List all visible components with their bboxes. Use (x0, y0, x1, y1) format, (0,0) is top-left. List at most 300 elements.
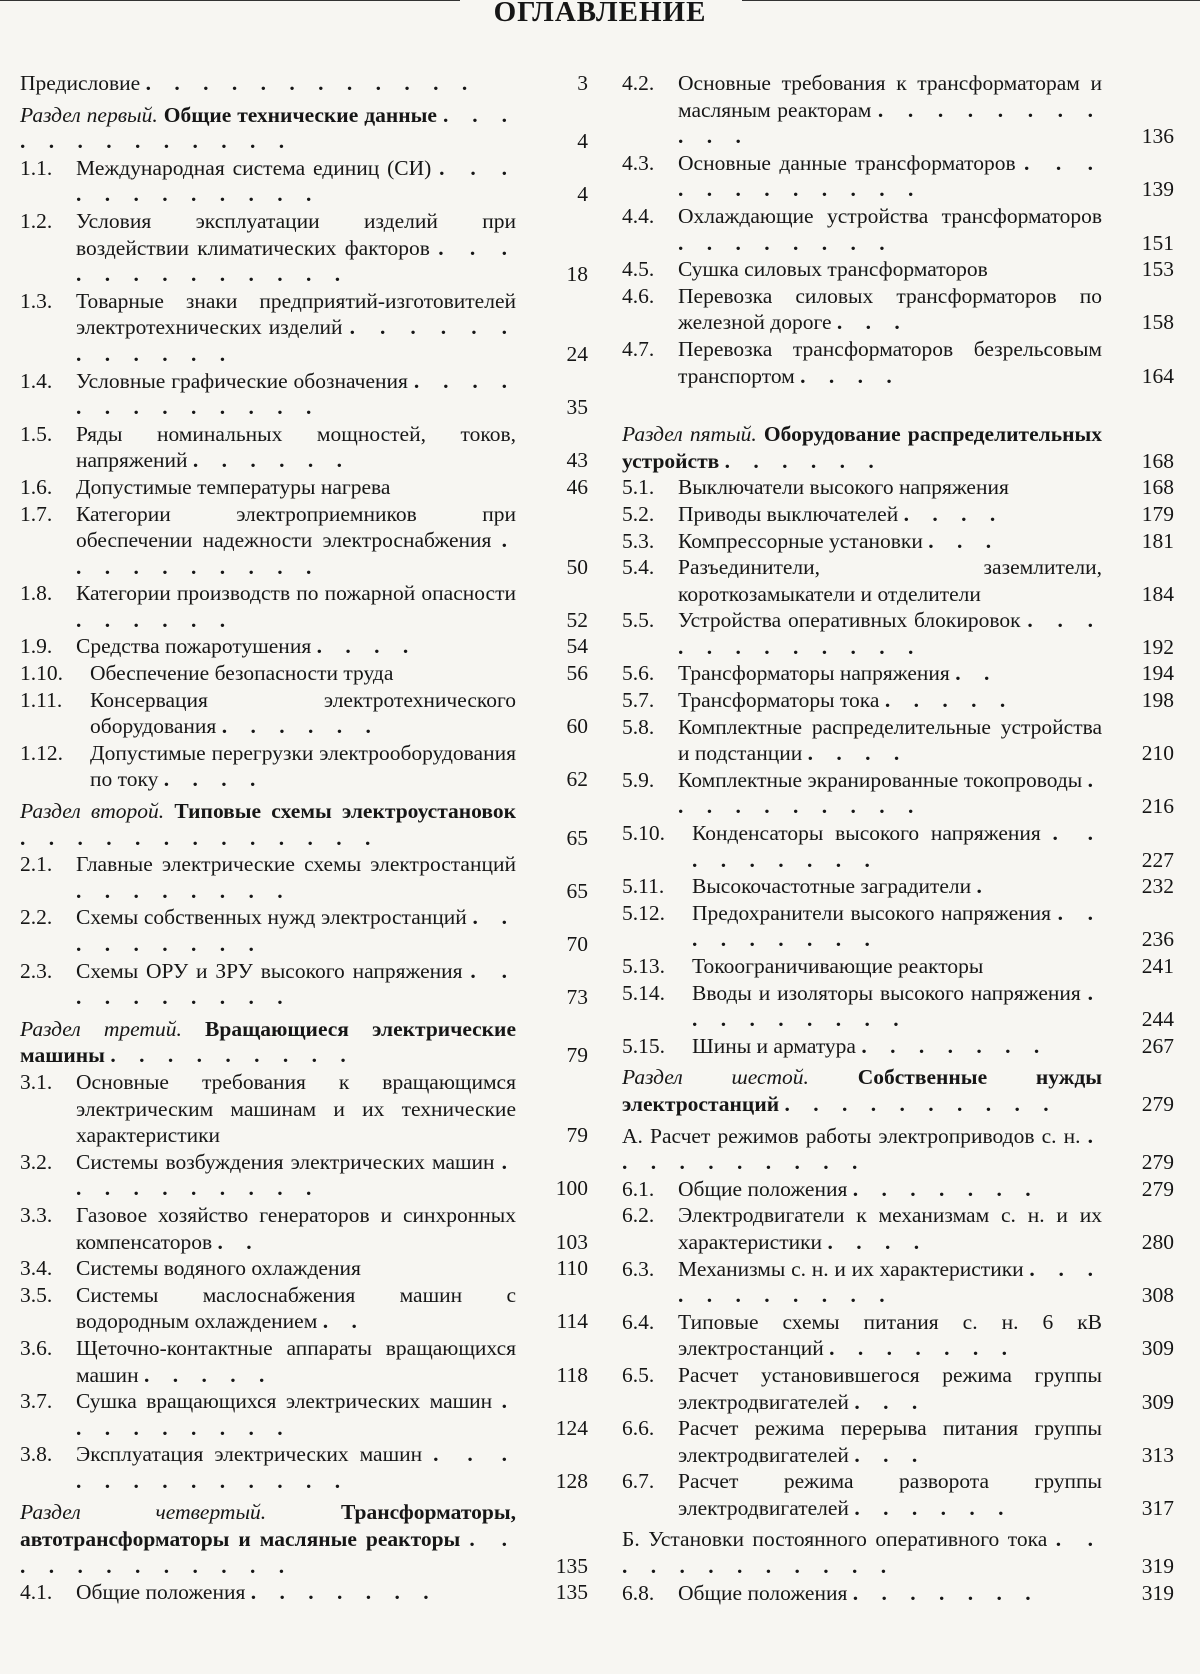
toc-entry-body (622, 554, 1180, 607)
section-title: Вращающиеся электрические машины (20, 1016, 516, 1068)
toc-entry-text (678, 607, 1102, 660)
dot-leader: . . . (854, 1442, 927, 1467)
toc-entry-number: 3.1. (20, 1069, 53, 1094)
toc-entry-body (20, 421, 594, 474)
dot-leader: . . . . (316, 634, 418, 659)
toc-page-number: 279 (1141, 1091, 1174, 1116)
toc-page-number: 4 (577, 182, 588, 207)
toc-entry-text (20, 102, 516, 155)
toc-entry-text (76, 155, 516, 208)
entry-title: Предохранители высокого напряжения (692, 900, 1052, 925)
toc-entry (20, 1388, 594, 1441)
toc-entry-text (76, 851, 516, 904)
toc-page-number: 136 (1141, 124, 1174, 149)
toc-entry-text (678, 528, 1102, 555)
toc-entry-body (20, 368, 594, 421)
toc-entry-body (20, 474, 594, 501)
toc-entry-body (20, 851, 594, 904)
toc-entry-number: 1.12. (20, 740, 63, 765)
page-header (0, 0, 1200, 40)
toc-page-number: 135 (555, 1580, 588, 1605)
toc-entry-number: 6.4. (622, 1309, 655, 1334)
entry-title: Токоограничивающие реакторы (692, 954, 984, 978)
toc-entry-number: 1.2. (20, 208, 53, 233)
entry-title: Условные графические обозначения (76, 368, 408, 393)
dot-leader: . . (217, 1229, 261, 1254)
toc-entry-text (90, 740, 516, 793)
toc-section-entry (20, 1499, 594, 1579)
dot-leader: . . . . . . (192, 448, 352, 473)
toc-entry-number: 1.6. (20, 474, 53, 499)
toc-entry-text (678, 150, 1102, 203)
toc-page-number: 60 (566, 714, 588, 739)
toc-entry-number: 2.3. (20, 958, 53, 983)
toc-entry-number: 5.3. (622, 528, 655, 553)
dot-leader: . . . (928, 528, 1001, 553)
toc-entry-number: 1.10. (20, 661, 63, 686)
dot-leader: . . . . . . . . . . . . . (76, 235, 517, 287)
toc-entry-number: 5.14. (622, 980, 665, 1005)
toc-entry-text (76, 633, 516, 660)
toc-entry-body (20, 208, 594, 288)
entry-title: Перевозка силовых трансформаторов по железной дороге (678, 283, 1102, 335)
toc-page-number: 179 (1141, 501, 1174, 526)
toc-entry (622, 336, 1180, 389)
toc-entry-text (678, 767, 1102, 820)
dot-leader: . . . . . . (221, 714, 380, 739)
toc-entry-text (678, 554, 1102, 607)
toc-entry (20, 633, 594, 660)
dot-leader: . . . . . . . . . (692, 900, 1102, 952)
toc-entry-text (76, 580, 516, 633)
toc-entry-body (20, 1202, 594, 1255)
toc-entry-text (622, 1064, 1102, 1117)
toc-entry-number: 5.2. (622, 501, 655, 526)
dot-leader: . . . . . . . . . . . . (678, 608, 1103, 659)
toc-entry-number: 5.10. (622, 821, 665, 846)
toc-entry-body (622, 660, 1180, 687)
entry-title: Газовое хозяйство генераторов и синхронных компенсаторов (76, 1202, 516, 1254)
toc-entry-number: 5.9. (622, 767, 655, 792)
toc-entry-body (20, 1149, 594, 1202)
toc-entry-body (20, 580, 594, 633)
entry-title: Общие положения (678, 1580, 848, 1605)
toc-entry (20, 155, 594, 208)
toc-entry (622, 1415, 1180, 1468)
toc-entry-body (622, 1064, 1180, 1117)
toc-entry-body (20, 1282, 594, 1335)
section-label: Раздел второй. (20, 799, 165, 824)
toc-section-entry (20, 102, 594, 155)
toc-page-number: 168 (1141, 475, 1174, 500)
toc-entry-number: 1.11. (20, 687, 63, 712)
dot-leader: . . . . . . . . . (692, 821, 1102, 872)
toc-entry-body (622, 687, 1180, 714)
toc-page-number: 319 (1141, 1554, 1174, 1579)
toc-page-number: 192 (1141, 634, 1174, 659)
toc-page-number: 118 (556, 1362, 588, 1387)
toc-entry-text (76, 1202, 516, 1255)
toc-page-number: 313 (1141, 1442, 1174, 1467)
toc-entry-number: 5.12. (622, 900, 665, 925)
toc-entry-number: 5.15. (622, 1033, 665, 1058)
entry-title: Категории электроприемников при обеспечении надежности электроснабжения (76, 501, 516, 553)
toc-entry-text (692, 980, 1102, 1033)
entry-title: Эксплуатация электрических машин (76, 1442, 423, 1467)
entry-title: Типовые схемы питания с. н. 6 кВ электростанций (678, 1309, 1102, 1361)
entry-title: Допустимые перегрузки электрооборудования по току (90, 740, 516, 792)
toc-entry-body (622, 767, 1180, 820)
toc-entry-body (622, 283, 1180, 336)
toc-page-number: 158 (1141, 310, 1174, 335)
toc-entry-number: 1.8. (20, 581, 53, 606)
entry-title: Системы возбуждения электрических машин (76, 1149, 495, 1174)
toc-entry-number: 4.5. (622, 257, 655, 282)
toc-page-number: 210 (1141, 741, 1174, 766)
toc-entry (622, 1468, 1180, 1521)
toc-entry (20, 1335, 594, 1388)
dot-leader: . . . . . . . . . . . . (145, 71, 477, 95)
dot-leader: . . . . . . . (829, 1336, 1016, 1361)
toc-entry-body (622, 421, 1180, 474)
toc-entry-body (622, 528, 1180, 555)
toc-entry (20, 1441, 594, 1494)
toc-entry (20, 208, 594, 288)
toc-entry-body (20, 70, 594, 97)
toc-page-number: 317 (1141, 1495, 1174, 1520)
toc-entry-number: 1.4. (20, 368, 53, 393)
toc-entry-number: 5.7. (622, 688, 655, 713)
toc-entry-number: 4.7. (622, 336, 655, 361)
dot-leader: . . . . . . (854, 1495, 1013, 1520)
toc-entry (20, 368, 594, 421)
toc-entry-number: 1.9. (20, 634, 53, 659)
toc-column-right (622, 70, 1180, 1606)
toc-entry (20, 740, 594, 793)
toc-page-number: 267 (1141, 1033, 1174, 1058)
toc-entry-number: 4.3. (622, 150, 655, 175)
dot-leader: . . . . . . . . . . (76, 1149, 517, 1201)
dot-leader: . . . . . . . . . . (678, 767, 1102, 819)
toc-entry (622, 687, 1180, 714)
toc-entry-body (20, 740, 594, 793)
toc-page-number: 236 (1141, 927, 1174, 952)
toc-entry-text (678, 501, 1102, 528)
toc-page-number: 319 (1141, 1580, 1174, 1605)
dot-leader: . . (955, 661, 999, 686)
toc-page-number: 65 (566, 878, 588, 903)
dot-leader: . . . . . . (724, 448, 883, 473)
toc-page-number: 103 (555, 1229, 588, 1254)
toc-entry-text (692, 1033, 1102, 1060)
dot-leader: . . . . . . . (852, 1176, 1040, 1201)
toc-page-number: 3 (577, 71, 588, 95)
section-label: Раздел четвертый. (20, 1500, 267, 1525)
toc-entry (20, 904, 594, 957)
toc-entry-text (76, 904, 516, 957)
toc-entry-text (678, 203, 1102, 256)
toc-entry-text (692, 900, 1102, 953)
toc-entry-number: 4.2. (622, 71, 655, 95)
toc-entry-body (622, 474, 1180, 501)
toc-entry-body (20, 501, 594, 581)
toc-entry-body (20, 633, 594, 660)
toc-entry-body (622, 150, 1180, 203)
toc-page-number: 135 (555, 1553, 588, 1578)
toc-entry-text (76, 1388, 516, 1441)
toc-entry-text (678, 1256, 1102, 1309)
toc-page-number: 309 (1141, 1336, 1174, 1361)
toc-entry-body (622, 980, 1180, 1033)
toc-entry (20, 1069, 594, 1149)
toc-entry-body (622, 1123, 1180, 1176)
toc-entry-number: 6.7. (622, 1469, 655, 1494)
toc-page-number: 52 (566, 607, 588, 632)
entry-title: Схемы ОРУ и ЗРУ высокого напряжения (76, 958, 463, 983)
toc-entry (622, 1256, 1180, 1309)
toc-page-number: 35 (566, 395, 588, 420)
toc-entry-number: 1.3. (20, 288, 53, 313)
toc-entry-text (20, 798, 516, 851)
toc-page-number: 70 (566, 932, 588, 956)
toc-section-entry (20, 798, 594, 851)
toc-entry (622, 474, 1180, 501)
entry-title: Б. Установки постоянного оперативного тока (622, 1527, 1048, 1552)
toc-entry-text (678, 1176, 1102, 1203)
toc-entry-text (76, 1579, 516, 1606)
entry-title: Охлаждающие устройства трансформаторов (678, 203, 1102, 228)
toc-entry-body (20, 1441, 594, 1494)
toc-subsection-entry (622, 1526, 1180, 1579)
toc-entry-body (622, 501, 1180, 528)
entry-title: Главные электрические схемы электростанций (76, 852, 516, 877)
entry-title: Высокочастотные заградители (692, 874, 972, 899)
toc-page-number: 46 (566, 474, 588, 499)
section-label: Раздел шестой. (622, 1065, 809, 1090)
toc-entry-text (76, 958, 516, 1011)
toc-entry-number: 4.4. (622, 203, 655, 228)
toc-entry-body (622, 1256, 1180, 1309)
toc-page-number: 181 (1141, 528, 1174, 553)
toc-entry (622, 1176, 1180, 1203)
entry-title: Общие положения (678, 1176, 848, 1201)
toc-entry-text (622, 421, 1102, 474)
toc-page-number: 308 (1141, 1283, 1174, 1308)
toc-entry-number: 5.1. (622, 475, 655, 500)
toc-entry-text (76, 1255, 516, 1282)
toc-entry-text (678, 1309, 1102, 1362)
toc-page-number: 279 (1141, 1176, 1174, 1201)
dot-leader: . . . . . . . . . . . . (76, 315, 516, 366)
toc-entry-text (20, 70, 516, 97)
dot-leader: . . . . . (884, 688, 1015, 713)
toc-entry (622, 607, 1180, 660)
toc-page-number: 232 (1141, 874, 1174, 899)
entry-title: Консервация электротехнического оборудования (90, 687, 516, 739)
toc-entry-number: 5.5. (622, 608, 655, 633)
toc-page-number: 280 (1141, 1229, 1174, 1254)
toc-page-number: 227 (1141, 847, 1174, 872)
toc-entry-text (692, 953, 1102, 980)
dot-leader: . . . . . . . . . . . . (622, 1527, 1102, 1579)
toc-entry-body (622, 1580, 1180, 1607)
toc-entry-body (622, 1309, 1180, 1362)
toc-page-number: 139 (1141, 177, 1174, 202)
toc-entry-text (90, 660, 516, 687)
toc-entry-body (622, 256, 1180, 283)
entry-title: Комплектные экранированные токопроводы (678, 767, 1083, 792)
entry-title: Механизмы с. н. и их характеристики (678, 1256, 1024, 1281)
dot-leader: . . . . (163, 767, 265, 792)
toc-section-entry (622, 1064, 1180, 1117)
section-label: Раздел третий. (20, 1016, 182, 1041)
toc-entry-number: 6.5. (622, 1362, 655, 1387)
dot-leader: . . . . . . . . . . . (678, 97, 1103, 149)
dot-leader: . . . (854, 1389, 927, 1414)
entry-title: Конденсаторы высокого напряжения (692, 821, 1041, 846)
entry-title: А. Расчет режимов работы электроприводов с. н. (622, 1123, 1081, 1148)
entry-title: Сушка вращающихся электрических машин (76, 1389, 493, 1414)
toc-page-number: 194 (1141, 661, 1174, 686)
toc-entry (20, 474, 594, 501)
toc-entry-body (622, 1176, 1180, 1203)
dot-leader: . . . . . . . . . . . . . (76, 1442, 517, 1493)
toc-page-number: 198 (1141, 688, 1174, 713)
dot-leader: . . . . . . . . . . (622, 1123, 1103, 1175)
toc-entry-text (678, 256, 1102, 283)
toc-entry (20, 1579, 594, 1606)
dot-leader: . . . . . . . . . . . (678, 1256, 1103, 1308)
entry-title: Системы маслоснабжения машин с водородным охлаждением (76, 1282, 516, 1334)
entry-title: Основные требования к вращающимся электрическим машинам и их технические характеристики (76, 1069, 516, 1148)
toc-entry-body (622, 1468, 1180, 1521)
toc-entry (622, 501, 1180, 528)
toc-entry (622, 767, 1180, 820)
toc-page-number: 79 (566, 1123, 588, 1148)
toc-entry (622, 660, 1180, 687)
toc-entry-text (76, 288, 516, 368)
toc-entry-text (678, 714, 1102, 767)
toc-entry (622, 1309, 1180, 1362)
toc-subsection-entry (622, 1123, 1180, 1176)
entry-title: Устройства оперативных блокировок (678, 608, 1021, 633)
toc-entry (622, 150, 1180, 203)
dot-leader: . . . . . . . . . . (76, 528, 516, 579)
toc-page-number: 79 (566, 1043, 588, 1068)
entry-title: Ряды номинальных мощностей, токов, напряжений (76, 421, 516, 473)
toc-page-number: 56 (566, 661, 588, 686)
toc-entry (622, 1202, 1180, 1255)
toc-entry-body (622, 336, 1180, 389)
toc-entry (622, 1362, 1180, 1415)
section-title: Общие технические данные (163, 102, 437, 127)
toc-entry-text (692, 873, 1102, 900)
toc-page-number: 153 (1141, 257, 1174, 282)
toc-entry-number: 2.1. (20, 852, 53, 877)
toc-entry-number: 5.8. (622, 714, 655, 739)
dot-leader: . . . . . . . . . . (784, 1091, 1058, 1116)
toc-entry (622, 1033, 1180, 1060)
dot-leader: . . . . . . . . (678, 230, 894, 255)
toc-entry-body (622, 1526, 1180, 1579)
toc-entry (622, 70, 1180, 150)
toc-entry-number: 3.3. (20, 1202, 53, 1227)
toc-entry (622, 1580, 1180, 1607)
toc-entry (622, 528, 1180, 555)
toc-entry-number: 5.4. (622, 555, 655, 580)
toc-entry-text (678, 687, 1102, 714)
section-title: Оборудование распределительных устройств (622, 422, 1102, 473)
toc-page-number: 151 (1141, 230, 1174, 255)
dot-leader: . . . . (800, 363, 901, 388)
dot-leader: . . . (836, 310, 909, 335)
section-title: Собственные нужды электростанций (622, 1065, 1103, 1116)
dot-leader: . . . . . . . . (76, 878, 292, 903)
toc-entry-number: 6.8. (622, 1580, 655, 1605)
toc-entry (20, 70, 594, 97)
toc-entry-number: 6.2. (622, 1203, 655, 1228)
toc-entry-body (20, 1335, 594, 1388)
toc-entry-text (76, 208, 516, 288)
toc-entry-number: 5.6. (622, 661, 655, 686)
entry-title: Разъединители, заземлители, короткозамыкатели и отделители (678, 555, 1102, 606)
entry-title: Категории производств по пожарной опасности (76, 581, 516, 606)
toc-page-number: 110 (556, 1256, 588, 1281)
section-title: Типовые схемы электроустановок (174, 799, 516, 824)
entry-title: Трансформаторы напряжения (678, 661, 950, 686)
toc-entry-number: 6.6. (622, 1416, 655, 1441)
toc-entry-body (622, 607, 1180, 660)
toc-entry-number: 6.3. (622, 1256, 655, 1281)
section-label: Раздел первый. (20, 102, 158, 127)
toc-entry-text (76, 1149, 516, 1202)
dot-leader: . . . . (807, 741, 909, 766)
dot-leader: . . . . . . . (861, 1033, 1049, 1058)
toc-entry-text (20, 1499, 516, 1579)
dot-leader: . . . . . . (76, 607, 235, 632)
toc-section-entry (622, 421, 1180, 474)
toc-entry-number: 1.7. (20, 501, 53, 526)
dot-leader: . . . . . . . . . (692, 980, 1102, 1032)
toc-entry (20, 851, 594, 904)
toc-entry-body (622, 203, 1180, 256)
toc-entry-body (622, 900, 1180, 953)
toc-entry-text (692, 820, 1102, 873)
dot-leader: . . . . . . . . . . . . (76, 155, 517, 207)
toc-entry-text (678, 1468, 1102, 1521)
dot-leader: . . . . . . . . . . . . . (76, 368, 516, 420)
page-title: ОГЛАВЛЕНИЕ (493, 0, 707, 28)
entry-title: Основные требования к трансформаторам и масляным реакторам (678, 71, 1102, 122)
toc-entry-number: 3.2. (20, 1149, 53, 1174)
toc-entry-number: 3.6. (20, 1335, 53, 1360)
toc-entry (20, 1149, 594, 1202)
toc-entry-number: 3.5. (20, 1282, 53, 1307)
toc-entry-body (20, 798, 594, 851)
toc-entry-number: 5.11. (622, 874, 665, 899)
toc-entry-body (622, 953, 1180, 980)
toc-entry-number: 3.8. (20, 1442, 53, 1467)
toc-entry-text (678, 1202, 1102, 1255)
toc-entry-body (20, 1499, 594, 1579)
toc-entry (20, 1202, 594, 1255)
entry-title: Расчет установившегося режима группы электродвигателей (678, 1362, 1102, 1414)
toc-entry (622, 203, 1180, 256)
dot-leader: . (976, 874, 991, 899)
toc-entry-text (76, 368, 516, 421)
toc-entry-number: 5.13. (622, 954, 665, 978)
toc-entry-number: 3.7. (20, 1389, 53, 1414)
